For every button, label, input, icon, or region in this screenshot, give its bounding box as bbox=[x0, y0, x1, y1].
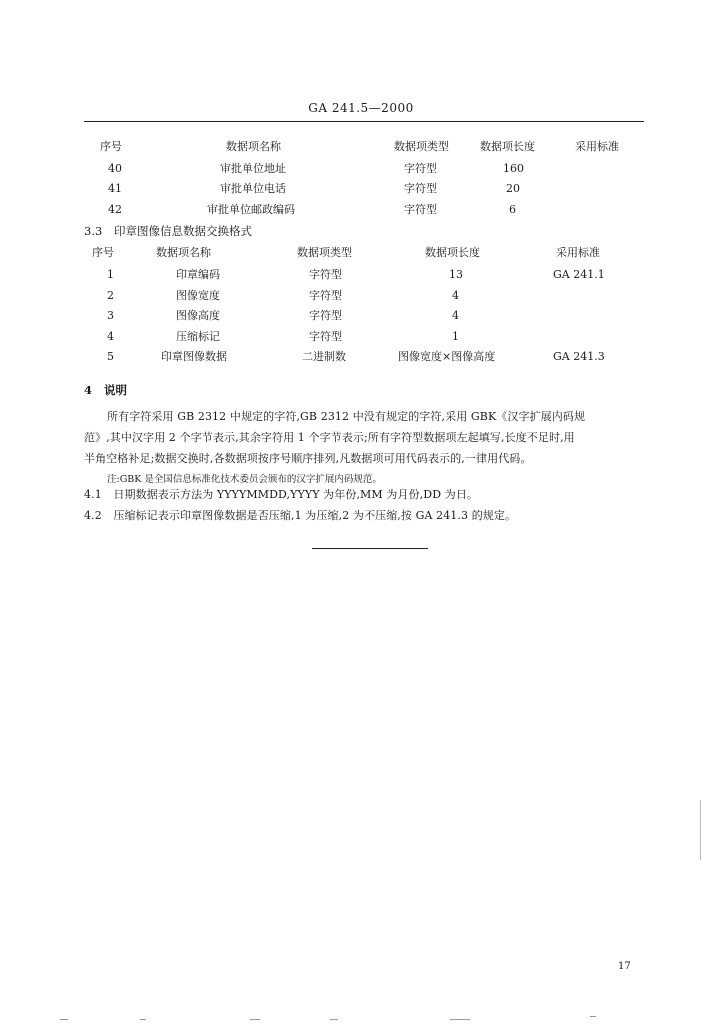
cell-standard: GA 241.3 bbox=[553, 350, 605, 363]
paragraph-line: 范》,其中汉字用 2 个字节表示,其余字符用 1 个字节表示;所有字符型数据项左起填写,长度不足时,用 bbox=[84, 431, 575, 444]
document-code: GA 241.5—2000 bbox=[308, 101, 414, 115]
cell-seq: 5 bbox=[107, 350, 114, 363]
cell-seq: 42 bbox=[108, 203, 122, 216]
cell-type: 字符型 bbox=[309, 289, 342, 302]
scan-artifact bbox=[700, 800, 701, 860]
cell-seq: 1 bbox=[107, 268, 114, 281]
clause-text: 日期数据表示方法为 YYYYMMDD,YYYY 为年份,MM 为月份,DD 为日。 bbox=[113, 488, 479, 501]
scan-artifact bbox=[140, 1019, 146, 1020]
clause-number: 4.2 bbox=[84, 509, 102, 522]
cell-name: 图像宽度 bbox=[176, 289, 220, 302]
end-rule bbox=[312, 548, 428, 549]
page-number: 17 bbox=[618, 961, 631, 972]
cell-type: 字符型 bbox=[309, 330, 342, 343]
cell-name: 图像高度 bbox=[176, 309, 220, 322]
cell-length: 图像宽度×图像高度 bbox=[398, 350, 496, 363]
section-number: 3.3 bbox=[84, 224, 103, 238]
section-title: 印章图像信息数据交换格式 bbox=[113, 224, 252, 238]
paragraph-line: 所有字符采用 GB 2312 中规定的字符,GB 2312 中没有规定的字符,采用 GBK《汉字扩展内码规 bbox=[107, 410, 586, 423]
col-header-name: 数据项名称 bbox=[156, 246, 211, 259]
cell-seq: 41 bbox=[108, 182, 122, 195]
cell-type: 字符型 bbox=[309, 268, 342, 281]
scan-artifact bbox=[590, 1016, 596, 1017]
cell-standard: GA 241.1 bbox=[553, 268, 605, 281]
cell-length: 4 bbox=[452, 289, 459, 302]
col-header-seq: 序号 bbox=[92, 246, 114, 259]
cell-name: 审批单位邮政编码 bbox=[207, 203, 295, 216]
clause-4-1 bbox=[84, 484, 478, 505]
cell-seq: 40 bbox=[108, 162, 122, 175]
col-header-standard: 采用标准 bbox=[556, 246, 600, 259]
cell-type: 二进制数 bbox=[302, 350, 346, 363]
cell-seq: 2 bbox=[107, 289, 114, 302]
section-4-heading bbox=[84, 383, 127, 397]
scan-artifact bbox=[60, 1019, 68, 1020]
cell-length: 20 bbox=[506, 182, 520, 195]
col-header-length: 数据项长度 bbox=[480, 140, 535, 153]
clause-number: 4.1 bbox=[84, 488, 102, 501]
cell-type: 字符型 bbox=[404, 182, 437, 195]
section-number: 4 bbox=[84, 383, 93, 397]
cell-length: 1 bbox=[452, 330, 459, 343]
cell-length: 13 bbox=[449, 268, 463, 281]
col-header-type: 数据项类型 bbox=[394, 140, 449, 153]
clause-4-2 bbox=[84, 505, 516, 526]
cell-name: 审批单位地址 bbox=[220, 162, 286, 175]
header-rule bbox=[84, 121, 644, 122]
col-header-type: 数据项类型 bbox=[297, 246, 352, 259]
note: 注:GBK 是全国信息标准化技术委员会颁布的汉字扩展内码规范。 bbox=[107, 474, 382, 485]
cell-name: 压缩标记 bbox=[176, 330, 220, 343]
section-title: 说明 bbox=[104, 383, 128, 397]
cell-seq: 3 bbox=[107, 309, 114, 322]
clause-text: 压缩标记表示印章图像数据是否压缩,1 为压缩,2 为不压缩,按 GA 241.3 的规定。 bbox=[113, 509, 517, 522]
scan-artifact bbox=[330, 1019, 338, 1020]
cell-name: 印章图像数据 bbox=[161, 350, 227, 363]
cell-length: 160 bbox=[503, 162, 524, 175]
cell-name: 印章编码 bbox=[176, 268, 220, 281]
scan-artifact bbox=[250, 1019, 260, 1020]
cell-name: 审批单位电话 bbox=[220, 182, 286, 195]
section-3-3-heading bbox=[84, 224, 252, 238]
col-header-seq: 序号 bbox=[100, 140, 122, 153]
cell-type: 字符型 bbox=[404, 203, 437, 216]
cell-seq: 4 bbox=[107, 330, 114, 343]
paragraph-line: 半角空格补足;数据交换时,各数据项按序号顺序排列,凡数据项可用代码表示的,一律用代码。 bbox=[84, 452, 532, 465]
cell-type: 字符型 bbox=[404, 162, 437, 175]
col-header-name: 数据项名称 bbox=[226, 140, 281, 153]
cell-length: 4 bbox=[452, 309, 459, 322]
scan-artifact bbox=[450, 1019, 470, 1020]
cell-type: 字符型 bbox=[309, 309, 342, 322]
cell-length: 6 bbox=[509, 203, 516, 216]
col-header-standard: 采用标准 bbox=[575, 140, 619, 153]
col-header-length: 数据项长度 bbox=[425, 246, 480, 259]
